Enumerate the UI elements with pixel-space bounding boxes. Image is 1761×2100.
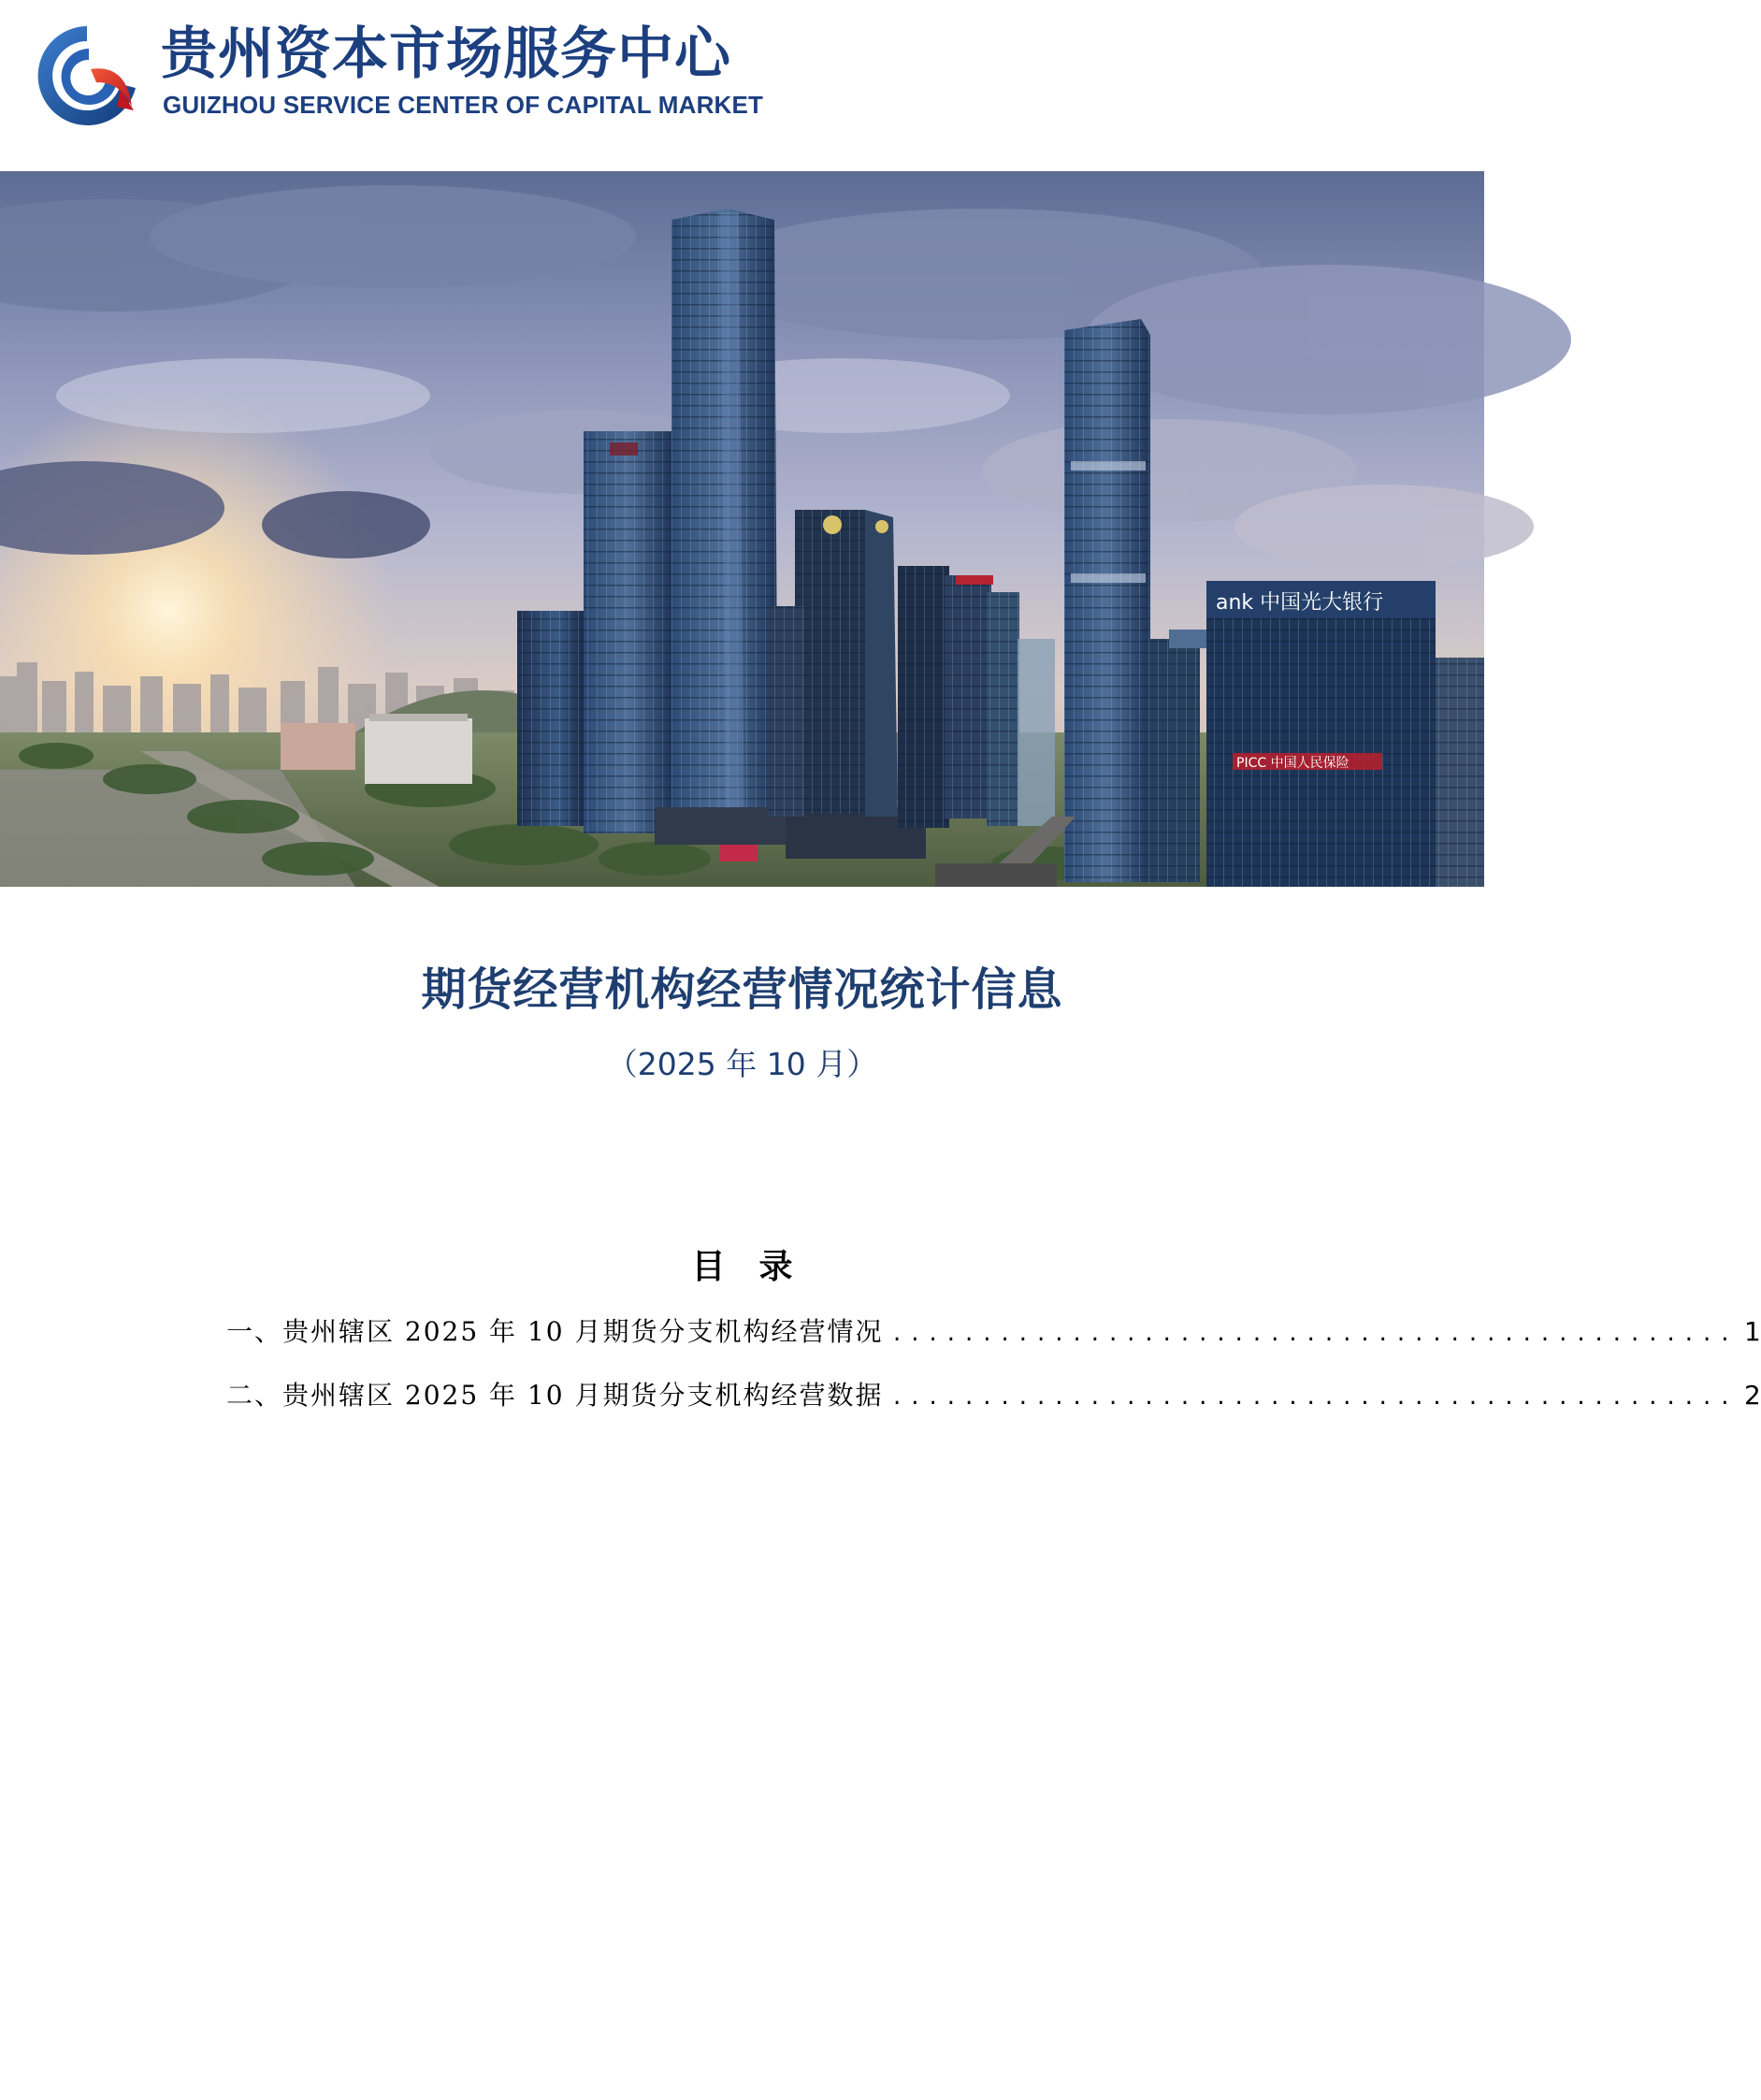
document-period: （2025 年 10 月） — [606, 1046, 878, 1082]
toc-entry[interactable] — [226, 1311, 1761, 1375]
swirl-logo-icon — [31, 21, 141, 131]
banner-skyline-image — [0, 171, 1484, 887]
toc-heading: 目 录 — [691, 1247, 793, 1286]
city-skyline-illustration — [0, 171, 1484, 887]
page-header — [0, 0, 1484, 171]
bank-sign: ank 中国光大银行 — [1216, 591, 1384, 615]
toc-list — [226, 1311, 1761, 1439]
picc-sign: PICC 中国人民保险 — [1236, 756, 1350, 771]
toc-entry[interactable] — [226, 1375, 1761, 1439]
organization-name-en: GUIZHOU SERVICE CENTER OF CAPITAL MARKET — [163, 91, 764, 119]
toc-entry-title: 一、贵州辖区 2025 年 10 月期货分支机构经营情况 — [226, 1316, 884, 1347]
document-title: 期货经营机构经营情况统计信息 — [421, 963, 1063, 1016]
toc-dot-leader: ............................................... — [890, 1386, 1738, 1410]
toc-entry-title: 二、贵州辖区 2025 年 10 月期货分支机构经营数据 — [226, 1380, 884, 1411]
toc-dot-leader: ............................................... — [890, 1323, 1738, 1346]
toc-page-number: 1 — [1744, 1316, 1761, 1347]
organization-name-cn: 贵州资本市场服务中心 — [161, 22, 731, 87]
toc-page-number: 2 — [1744, 1380, 1761, 1411]
